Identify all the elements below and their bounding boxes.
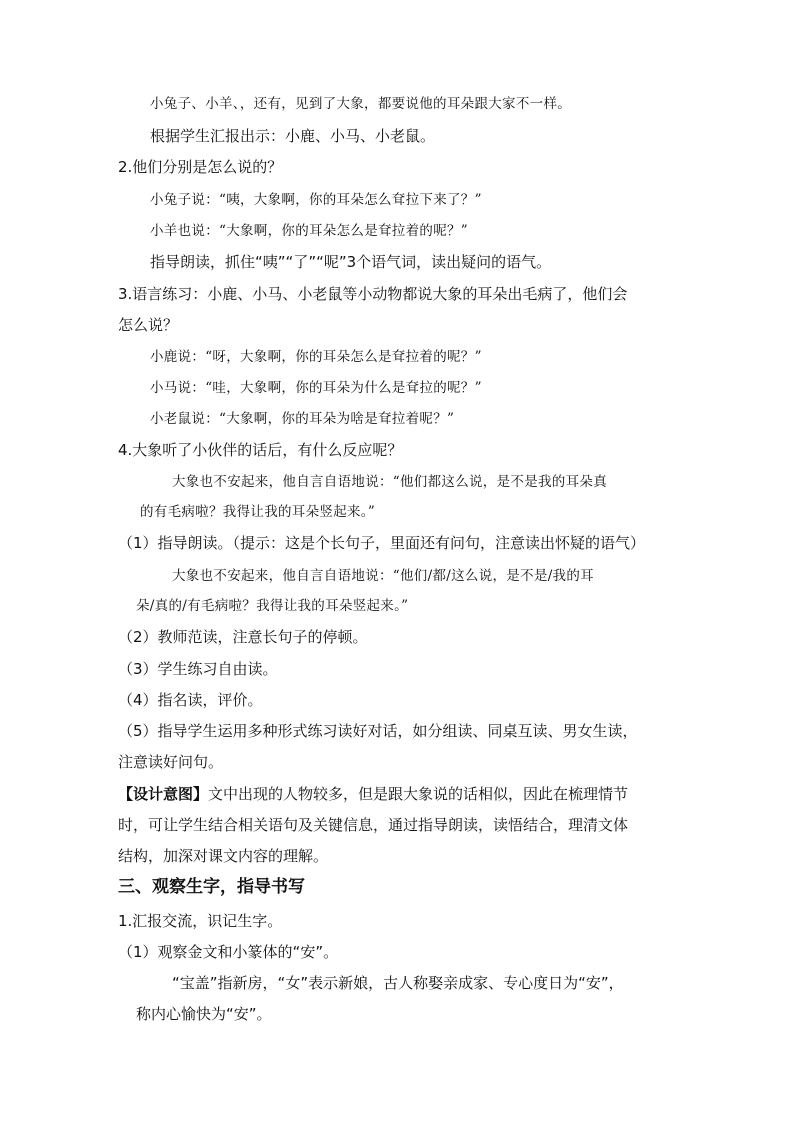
section-heading: 三、观察生字，指导书写: [118, 877, 305, 897]
sub-item: （5）指导学生运用多种形式练习读好对话，如分组读、同桌互读、男女生读，: [118, 722, 638, 740]
text-line: 称内心愉快为“安”。: [136, 1005, 272, 1023]
quote-line: 的有毛病啦？我得让我的耳朵竖起来。”: [140, 504, 376, 520]
text-line: “宝盖”指新房，“女”表示新娘，古人称娶亲成家、专心度日为“安”，: [172, 974, 624, 992]
sub-item: （1）指导朗读。（提示：这是个长句子，里面还有问句，注意读出怀疑的语气）: [118, 534, 646, 552]
dialogue-line: 小兔子说：“咦，大象啊，你的耳朵怎么耷拉下来了？”: [150, 192, 482, 208]
numbered-item: 3.语言练习：小鹿、小马、小老鼠等小动物都说大象的耳朵出毛病了，他们会: [118, 285, 628, 303]
design-intent-label: 【设计意图】: [118, 785, 209, 803]
quote-line: 大象也不安起来，他自言自语地说：“他们/都/这么说，是不是/我的耳: [172, 568, 594, 584]
sub-item: （4）指名读，评价。: [118, 691, 263, 709]
dialogue-line: 小羊也说：“大象啊，你的耳朵怎么是耷拉着的呢？”: [150, 223, 469, 239]
design-intent-line: [118, 783, 628, 805]
text-line: 指导朗读，抓住“咦”“了”“呢”3个语气词，读出疑问的语气。: [150, 253, 552, 271]
text-line: 小兔子、小羊、，还有，见到了大象，都要说他的耳朵跟大家不一样。: [150, 96, 572, 112]
text-line: 根据学生汇报出示：小鹿、小马、小老鼠。: [150, 127, 436, 145]
numbered-item: 1.汇报交流，识记生字。: [118, 912, 283, 930]
sub-item: （3）学生练习自由读。: [118, 660, 278, 678]
design-intent-text: 文中出现的人物较多，但是跟大象说的话相似，因此在梳理情节: [208, 785, 629, 803]
dialogue-line: 小马说：“哇，大象啊，你的耳朵为什么是耷拉的呢？”: [150, 380, 482, 396]
quote-line: 大象也不安起来，他自言自语地说：“他们都这么说，是不是我的耳朵真: [172, 474, 608, 490]
numbered-item: 4.大象听了小伙伴的话后，有什么反应呢？: [118, 441, 403, 459]
sub-item: （2）教师范读，注意长句子的停顿。: [118, 628, 368, 646]
dialogue-line: 小老鼠说：“大象啊，你的耳朵为啥是耷拉着呢？”: [150, 411, 455, 427]
dialogue-line: 小鹿说：“呀，大象啊，你的耳朵怎么是耷拉着的呢？”: [150, 349, 482, 365]
text-line: 怎么说？: [118, 316, 179, 334]
text-line: 结构，加深对课文内容的理解。: [118, 847, 329, 865]
quote-line: 朵/真的/有毛病啦？我得让我的耳朵竖起来。”: [136, 598, 409, 614]
numbered-item: 2.他们分别是怎么说的？: [118, 158, 283, 176]
text-line: 时，可让学生结合相关语句及关键信息，通过指导朗读，读悟结合，理清文体: [118, 816, 629, 834]
text-line: 注意读好问句。: [118, 753, 224, 771]
sub-item: （1）观察金文和小篆体的“安”。: [118, 943, 339, 961]
